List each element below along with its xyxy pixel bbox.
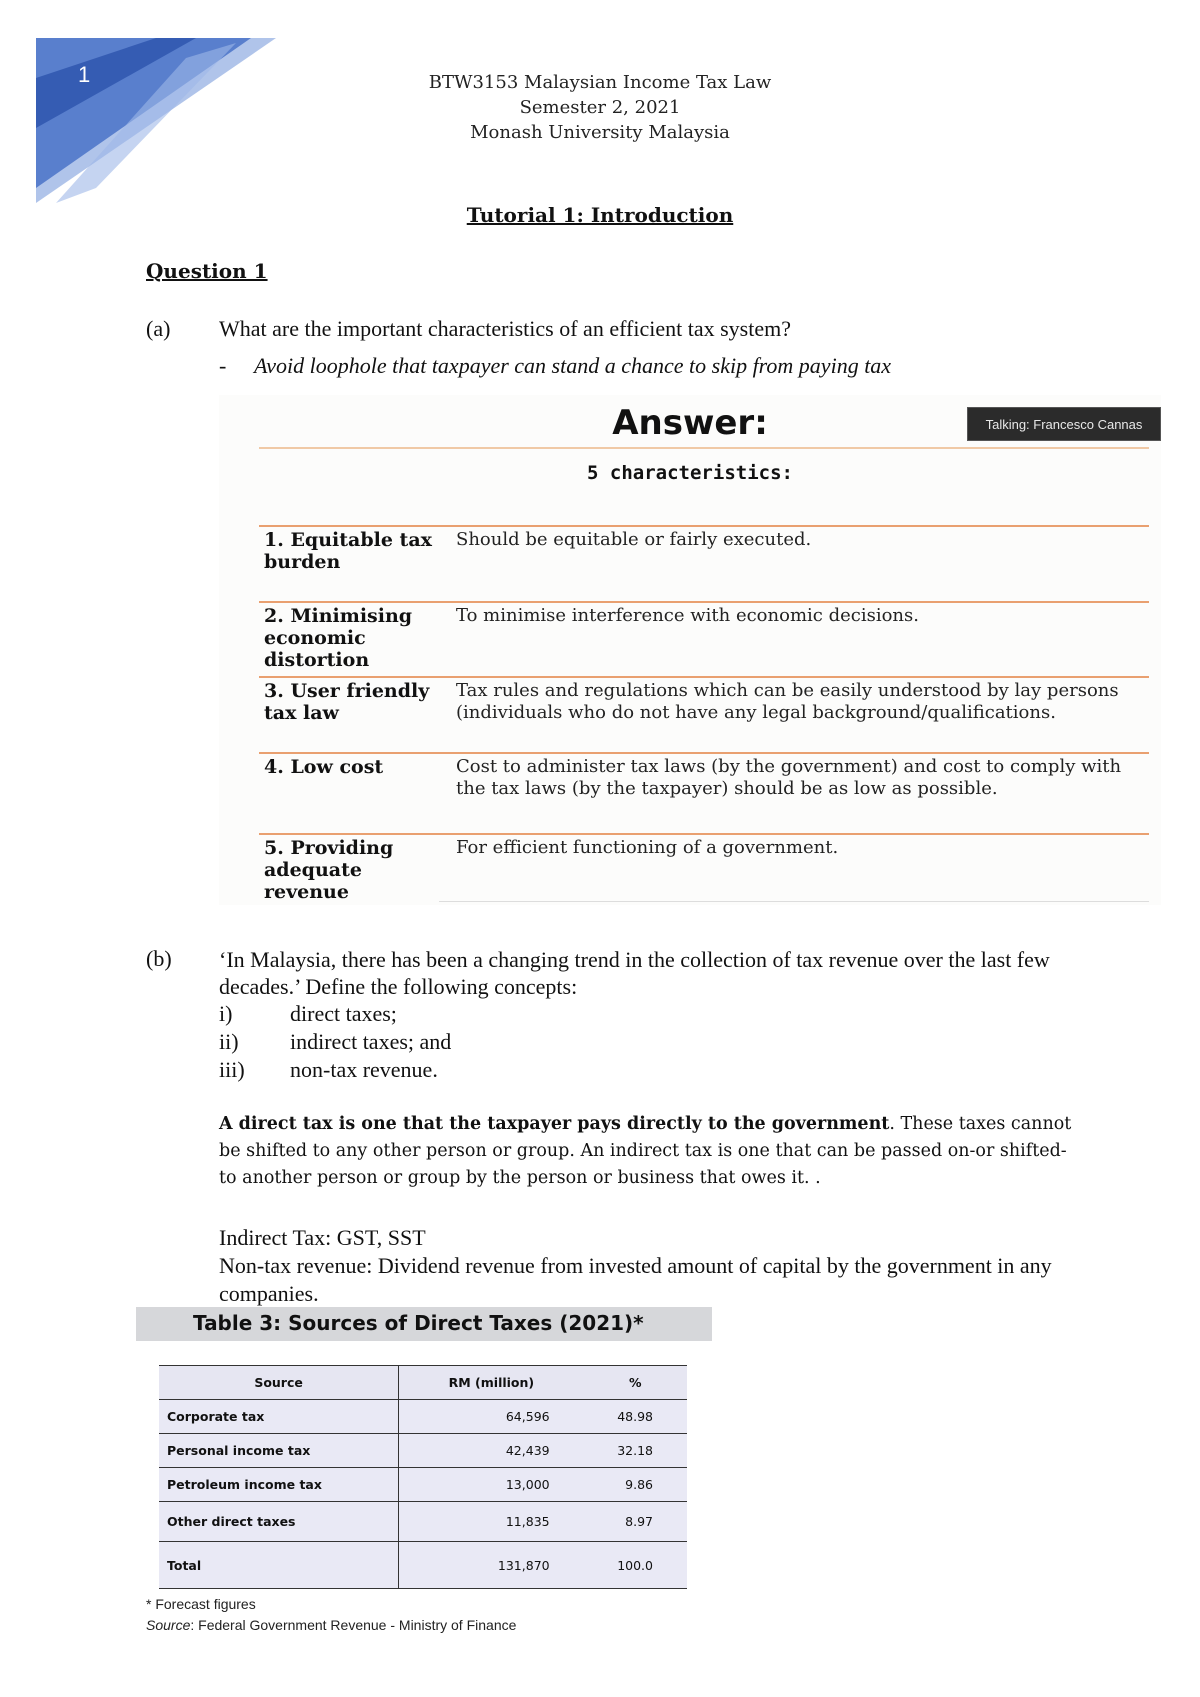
slide-title: Answer: [612, 403, 768, 443]
row-divider [259, 601, 1149, 603]
table-cell: Other direct taxes [159, 1502, 399, 1542]
part-a-question: What are the important characteristics of an efficient tax system? [219, 316, 791, 341]
row-divider [259, 833, 1149, 835]
question-title: Question 1 [146, 259, 268, 283]
characteristic-term: 4. Low cost [264, 756, 384, 778]
table-row [159, 1502, 687, 1542]
column-header: % [584, 1366, 687, 1400]
characteristic-desc: Tax rules and regulations which can be easily understood by lay persons (individuals who do not have any legal background/qualifications. [456, 680, 1119, 723]
table-source [146, 1617, 516, 1633]
table-cell: Corporate tax [159, 1400, 399, 1434]
semester: Semester 2, 2021 [519, 97, 681, 118]
item-number: iii) [219, 1057, 245, 1082]
indirect-tax-examples: Indirect Tax: GST, SST [219, 1225, 426, 1250]
paragraph-rest: . These taxes cannot be shifted to any other person or group. An indirect tax is one that can be passed on-or shifted-to another person or group by the person or business that owes it. . [219, 1114, 1072, 1188]
table-cell: 9.86 [584, 1468, 687, 1502]
direct-tax-paragraph [219, 1111, 1079, 1192]
item-number: ii) [219, 1029, 239, 1054]
slide-subtitle: 5 characteristics: [587, 462, 793, 484]
table-row [159, 1468, 687, 1502]
row-divider [439, 901, 1149, 902]
table-cell: 131,870 [399, 1542, 584, 1589]
part-b-label: (b) [146, 946, 172, 971]
item-text: direct taxes; [290, 1001, 397, 1026]
part-a-answer: Avoid loophole that taxpayer can stand a chance to skip from paying tax [254, 353, 892, 378]
divider [259, 447, 1149, 449]
characteristic-row [259, 525, 1149, 598]
characteristic-desc: To minimise interference with economic decisions. [456, 605, 919, 626]
table-title: Table 3: Sources of Direct Taxes (2021)* [193, 1311, 644, 1335]
table-cell: 13,000 [399, 1468, 584, 1502]
source-label: Source [146, 1617, 191, 1633]
column-header: Source [159, 1366, 399, 1400]
table-cell: 100.0 [584, 1542, 687, 1589]
table-cell: 42,439 [399, 1434, 584, 1468]
answer-slide [219, 395, 1161, 905]
characteristic-term: 1. Equitable tax burden [264, 529, 432, 573]
item-number: i) [219, 1001, 233, 1026]
part-a-label: (a) [146, 316, 171, 341]
row-divider [259, 676, 1149, 678]
characteristic-row [259, 601, 1149, 671]
table-total-row [159, 1542, 687, 1589]
table-cell: Personal income tax [159, 1434, 399, 1468]
table-cell: Total [159, 1542, 399, 1589]
characteristic-desc: Cost to administer tax laws (by the government) and cost to comply with the tax laws (by the taxpayer) should be as low as possible. [456, 756, 1122, 799]
university: Monash University Malaysia [470, 122, 730, 143]
part-b-question: ‘In Malaysia, there has been a changing trend in the collection of tax revenue over the last few decades.’ Define the following concepts: [219, 947, 1050, 999]
examples [219, 1224, 1099, 1308]
row-divider [259, 525, 1149, 527]
page-number: 1 [78, 62, 91, 87]
table-row [159, 1434, 687, 1468]
direct-taxes-table [159, 1365, 687, 1589]
tutorial-title: Tutorial 1: Introduction [466, 203, 734, 227]
table-row [159, 1400, 687, 1434]
talking-indicator: Talking: Francesco Cannas [967, 407, 1161, 441]
table-cell: 48.98 [584, 1400, 687, 1434]
characteristic-desc: For efficient functioning of a government. [456, 837, 839, 858]
table-cell: 11,835 [399, 1502, 584, 1542]
table-footnote: * Forecast figures [146, 1596, 256, 1612]
item-text: non-tax revenue. [290, 1057, 438, 1082]
characteristic-row [259, 752, 1149, 827]
answer-dash: - [219, 353, 227, 378]
table-cell: 64,596 [399, 1400, 584, 1434]
non-tax-revenue: Non-tax revenue: Dividend revenue from invested amount of capital by the government in any companies. [219, 1253, 1052, 1306]
paragraph-bold: A direct tax is one that the taxpayer pays directly to the government [219, 1114, 890, 1134]
table-cell: 32.18 [584, 1434, 687, 1468]
characteristic-term: 3. User friendly tax law [264, 680, 430, 724]
table-header-row [159, 1366, 687, 1400]
table-cell: Petroleum income tax [159, 1468, 399, 1502]
characteristic-desc: Should be equitable or fairly executed. [456, 529, 812, 550]
characteristic-term: 5. Providing adequate revenue [264, 837, 394, 903]
column-header: RM (million) [399, 1366, 584, 1400]
document-header [0, 70, 1200, 145]
table-title-bar [136, 1307, 712, 1341]
characteristic-term: 2. Minimising economic distortion [264, 605, 413, 671]
course-title: BTW3153 Malaysian Income Tax Law [428, 72, 772, 93]
table-cell: 8.97 [584, 1502, 687, 1542]
characteristic-row [259, 676, 1149, 749]
characteristic-row [259, 833, 1149, 903]
source-text: : Federal Government Revenue - Ministry of Finance [190, 1617, 517, 1633]
row-divider [259, 752, 1149, 754]
item-text: indirect taxes; and [290, 1029, 452, 1054]
